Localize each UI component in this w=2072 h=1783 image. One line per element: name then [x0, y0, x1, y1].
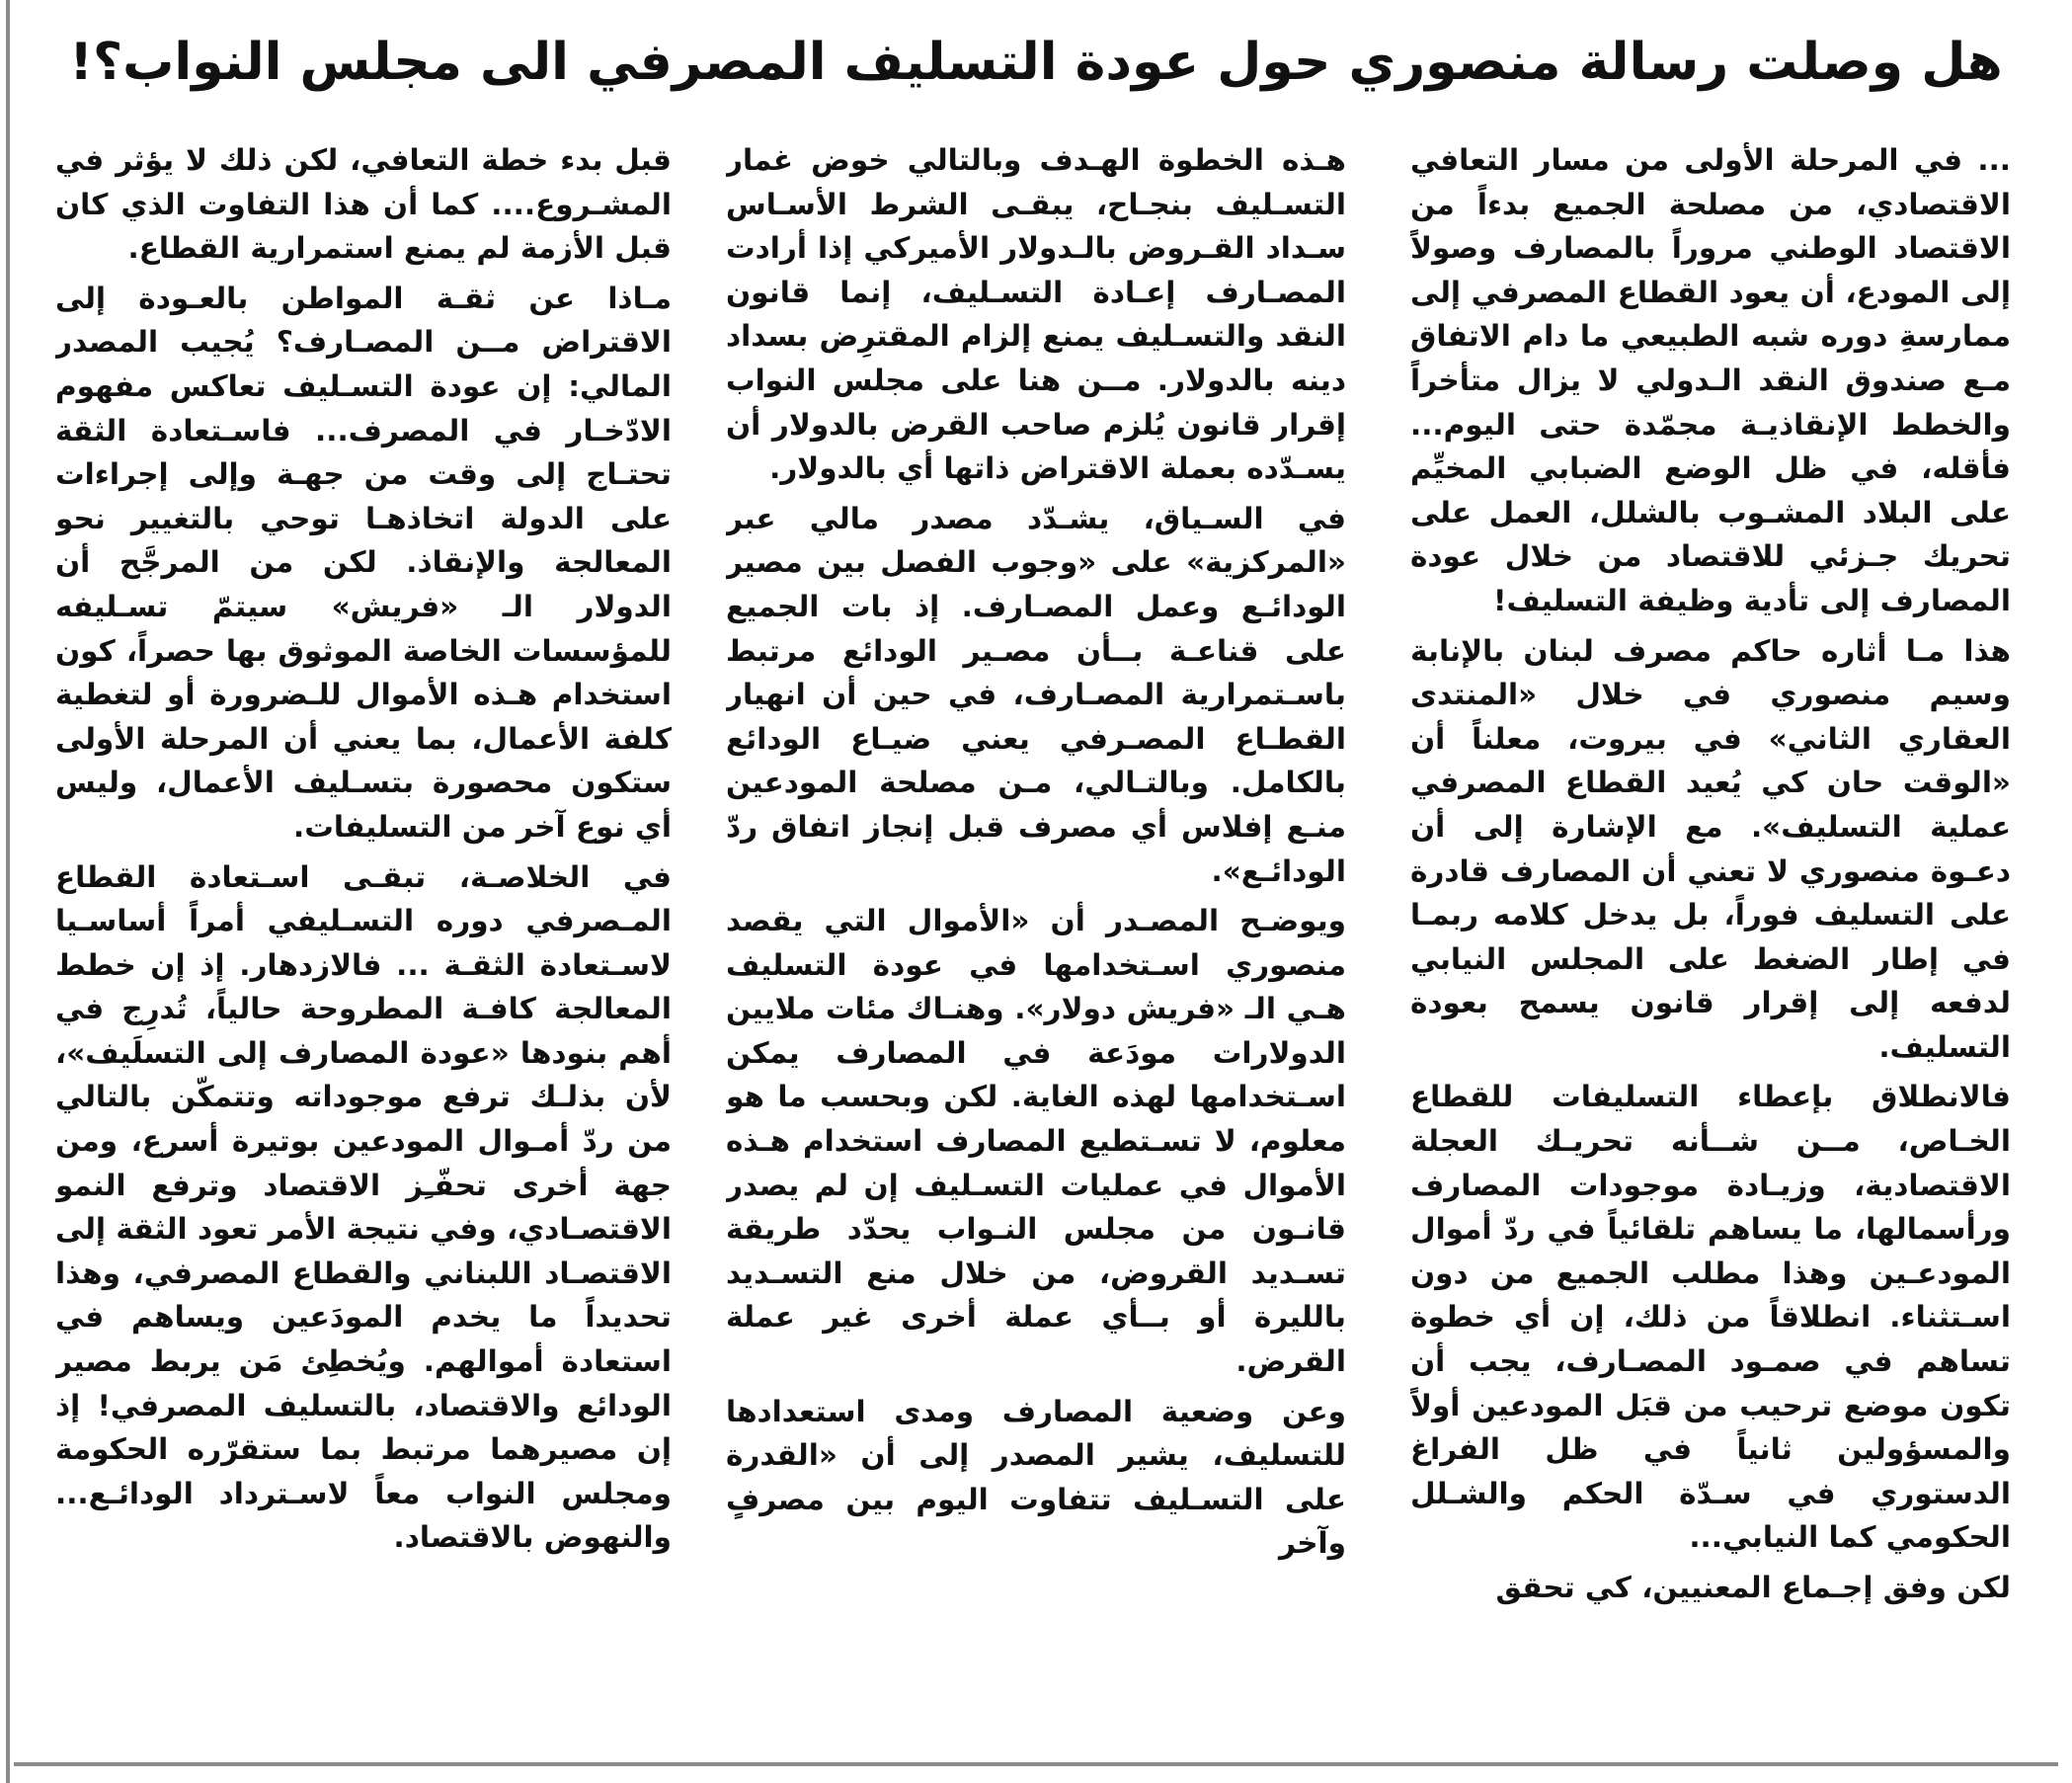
- column-2-paragraph-2: في السـياق، يشـدّد مصدر مالي عبر «المركزية» على «وجوب الفصل بين مصير الودائـع وعمل المصـارف. إذ بات الجميع على قناعـة بــأن مصـير الودائع مرتبط باسـتمرارية المصـارف، في حين أن انهيار القطـاع المصـرفي يعني ضيـاع الودائع بالكامل. وبالتـالي، مـن مصلحة المودعين منـع إفلاس أي مصرف قبل إنجاز اتفاق ردّ الودائـع».: [726, 501, 1346, 888]
- column-3-paragraph-3: في الخلاصـة، تبقـى اسـتعادة القطاع المـصرفي دوره التسـليفي أمراً أساسـيا لاسـتعادة الثقـة ... فالازدهار. إذ إن خطط المعالجة كافـة المطروحة حالياً، تُدرِج في أهم بنودها «عودة المصارف إلى التسلَيف»، لأن بذلـك ترفع موجوداته وتتمكّن بالتالي من ردّ أمـوال المودعين بوتيرة أسرع، ومن جهة أخرى تحفّـِز الاقتصاد وترفع النمو الاقتصـادي، وفي نتيجة الأمر تعود الثقة إلى الاقتصـاد اللبناني والقطاع المصرفي، وهذا تحديداً ما يخدم المودَعين ويساهم في استعادة أموالهم. ويُخطِئ مَن يربط مصير الودائع والاقتصاد، بالتسليف المصرفي! إذ إن مصيرهما مرتبط بما ستقرّره الحكومة ومجلس النواب معاً لاسـترداد الودائـع... والنهوض بالاقتصاد.: [55, 859, 672, 1555]
- article-column-1: [1410, 138, 2011, 1758]
- column-1-paragraph-1: ... في المرحلة الأولى من مسار التعافي الاقتصادي، من مصلحة الجميع بدءاً من الاقتصاد الوطني مروراً بالمصارف وصولاً إلى المودع، أن يعود القطاع المصرفي إلى ممارسةِ دوره شبه الطبيعي ما دام الاتفاق مـع صندوق النقد الـدولي لا يزال متأخراً والخطط الإنقاذيـة مجمّدة حتى اليوم... فأقله، في ظل الوضع الضبابي المخيِّم على البلاد المشـوب بالشلل، العمل على تحريك جـزئي للاقتصاد من خلال عودة المصارف إلى تأدية وظيفة التسليف!: [1410, 143, 2011, 617]
- column-1-paragraph-3: فالانطلاق بإعطاء التسليفات للقطاع الخـاص، مــن شــأنه تحريـك العجلة الاقتصادية، وزيـادة موجودات المصارف ورأسمالها، ما يساهم تلقائياً في ردّ أموال المودعـين وهذا مطلب الجميع من دون اسـتثناء. انطلاقاً من ذلك، إن أي خطوة تساهم في صمـود المصـارف، يجب أن تكون موضع ترحيب من قبَل المودعين أولاً والمسؤولين ثانياً في ظل الفراغ الدستوري في سـدّة الحكم والشـلل الحكومي كما النيابي...: [1410, 1080, 2011, 1555]
- left-border-rule: [6, 0, 10, 1783]
- column-1-paragraph-4: لكن وفق إجـماع المعنيين، كي تحقق: [1495, 1571, 2011, 1604]
- column-2-paragraph-4: وعن وضعية المصارف ومدى استعدادها للتسليف، يشير المصدر إلى أن «القدرة على التسـليف تتفاوت اليوم بين مصرفٍ وآخر: [726, 1394, 1346, 1561]
- column-3-paragraph-1: قبل بدء خطة التعافي، لكن ذلك لا يؤثر في المشـروع.... كما أن هذا التفاوت الذي كان قبل الأزمة لم يمنع استمرارية القطاع.: [55, 143, 672, 266]
- article-column-2: [726, 138, 1346, 1758]
- article-column-3: [55, 138, 672, 1758]
- column-1-paragraph-2: هذا مـا أثاره حاكم مصرف لبنان بالإنابة وسيم منصوري في خلال «المنتدى العقاري الثاني» في بيروت، معلناً أن «الوقت حان كي يُعيد القطاع المصرفي عملية التسليف». مع الإشارة إلى أن دعـوة منصوري لا تعني أن المصارف قادرة على التسليف فوراً، بل يدخل كلامه ربمـا في إطار الضغط على المجلس النيابي لدفعه إلى إقرار قانون يسمح بعودة التسليف.: [1410, 633, 2011, 1064]
- column-2-paragraph-1: هـذه الخطوة الهـدف وبالتالي خوض غمار التسـليف بنجـاح، يبقـى الشرط الأسـاس سـداد القـروض بالـدولار الأميركي إذا أرادت المصـارف إعـادة التسـليف، إنما قانون النقد والتسـليف يمنع إلزام المقترِض بسداد دينه بالدولار. مــن هنا على مجلس النواب إقرار قانون يُلزم صاحب القرض بالدولار أن يسـدّده بعملة الاقتراض ذاتها أي بالدولار.: [726, 143, 1346, 486]
- bottom-border-rule: [14, 1762, 2058, 1766]
- article-headline: هل وصلت رسالة منصوري حول عودة التسليف المصرفي الى مجلس النواب؟!: [69, 33, 2003, 92]
- column-2-paragraph-3: ويوضـح المصـدر أن «الأموال التي يقصد منصوري اسـتخدامها في عودة التسليف هـي الـ «فريش دولار». وهنـاك مئات ملايين الدولارات مودَعة في المصارف يمكن اسـتخدامها لهذه الغاية. لكن وبحسب ما هو معلوم، لا تسـتطيع المصارف استخدام هـذه الأموال في عمليات التسـليف إن لم يصدر قانـون من مجلس النـواب يحدّد طريقة تسـديد القروض، من خلال منع التسـديد بالليرة أو بــأي عملة أخرى غير عملة القرض.: [726, 904, 1346, 1379]
- column-3-paragraph-2: مـاذا عن ثقـة المواطن بالعـودة إلى الاقتراض مــن المصـارف؟ يُجيب المصدر المالي: إن عودة التسـليف تعاكس مفهوم الادّخـار في المصرف... فاسـتعادة الثقة تحتـاج إلى وقت من جهـة وإلى إجراءات على الدولة اتخاذهـا توحي بالتغيير نحو المعالجة والإنقاذ. لكن من المرجَّح أن الدولار الـ «فريش» سيتمّ تسـليفه للمؤسسات الخاصة الموثوق بها حصراً، كون استخدام هـذه الأموال للـضرورة أو لتغطية كلفة الأعمال، بما يعني أن المرحلة الأولى ستكون محصورة بتسـليف الأعمال، وليس أي نوع آخر من التسليفات.: [55, 281, 672, 844]
